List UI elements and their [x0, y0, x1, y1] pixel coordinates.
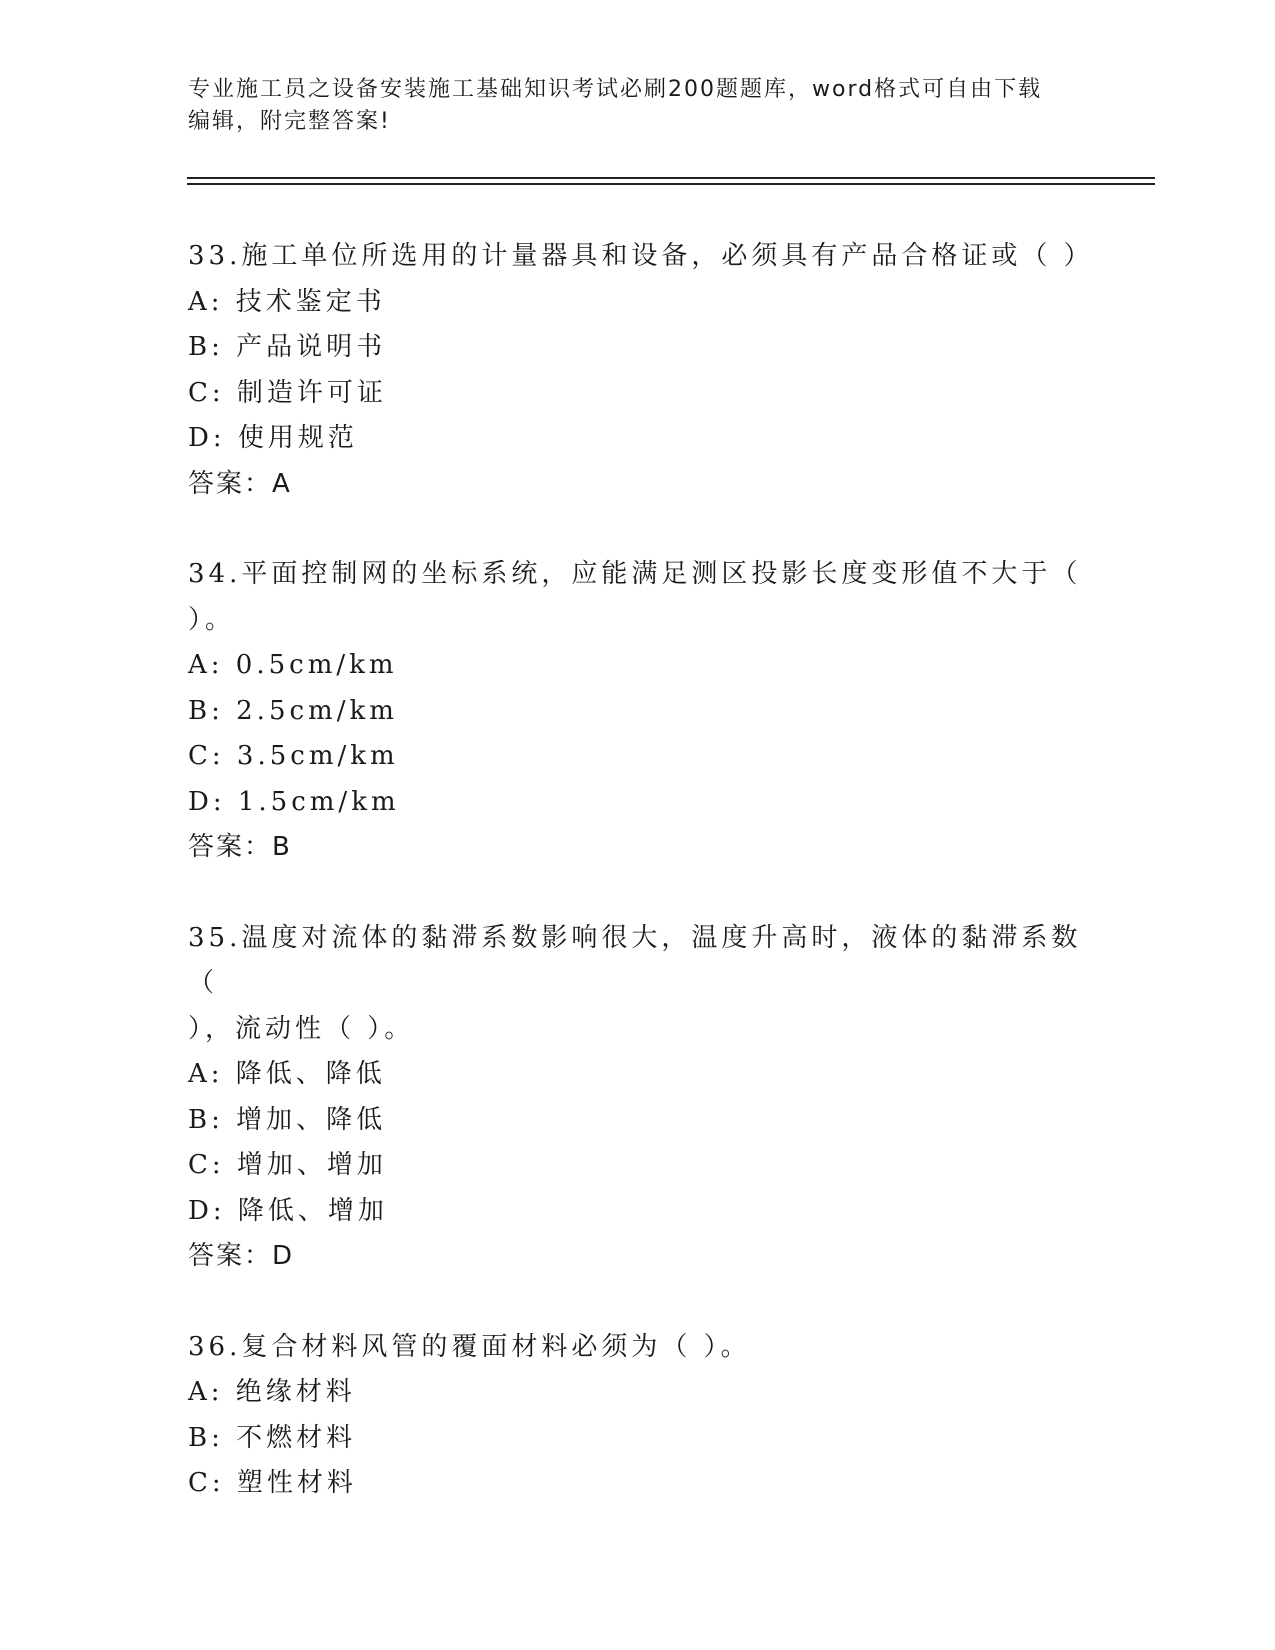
question-34	[188, 552, 1088, 871]
question-stem: 35.温度对流体的黏滞系数影响很大，温度升高时，液体的黏滞系数（	[188, 922, 1082, 998]
option-c: C: 增加、增加	[188, 1150, 387, 1180]
header-divider-top	[187, 177, 1155, 179]
option-b: B: 增加、降低	[188, 1104, 387, 1135]
header-divider-bottom	[187, 183, 1155, 185]
option-a: A: 0.5cm/km	[188, 650, 398, 680]
question-stem-continued: ），流动性（ ）。	[188, 1013, 415, 1044]
question-stem: 33.施工单位所选用的计量器具和设备，必须具有产品合格证或（ ）	[188, 241, 1094, 271]
option-d: D: 使用规范	[188, 423, 358, 453]
option-c: C: 制造许可证	[188, 377, 387, 408]
option-b: B: 2.5cm/km	[188, 695, 398, 726]
option-d: D: 1.5cm/km	[188, 786, 400, 817]
answer-line: 答案：D	[188, 1241, 295, 1271]
option-a: A: 绝缘材料	[188, 1377, 356, 1407]
option-b: B: 不燃材料	[188, 1422, 357, 1453]
question-stem-continued: ）。	[188, 604, 236, 635]
option-c: C: 塑性材料	[188, 1468, 357, 1498]
header-line-2: 编辑，附完整答案!	[188, 109, 391, 134]
question-36	[188, 1325, 1088, 1507]
option-c: C: 3.5cm/km	[188, 741, 399, 771]
question-33	[188, 234, 1094, 507]
question-list	[188, 234, 1094, 1552]
question-35	[188, 916, 1088, 1280]
answer-line: 答案：A	[188, 468, 292, 499]
document-header	[188, 74, 1088, 138]
option-a: A: 降低、降低	[188, 1059, 386, 1089]
question-stem: 34.平面控制网的坐标系统，应能满足测区投影长度变形值不大于（	[188, 559, 1082, 589]
option-a: A: 技术鉴定书	[188, 286, 386, 317]
option-b: B: 产品说明书	[188, 332, 387, 362]
question-stem: 36.复合材料风管的覆面材料必须为（ ）。	[188, 1331, 751, 1362]
option-d: D: 降低、增加	[188, 1195, 388, 1226]
answer-line: 答案：B	[188, 832, 292, 862]
header-line-1: 专业施工员之设备安装施工基础知识考试必刷200题题库，word格式可自由下载	[188, 77, 1043, 102]
